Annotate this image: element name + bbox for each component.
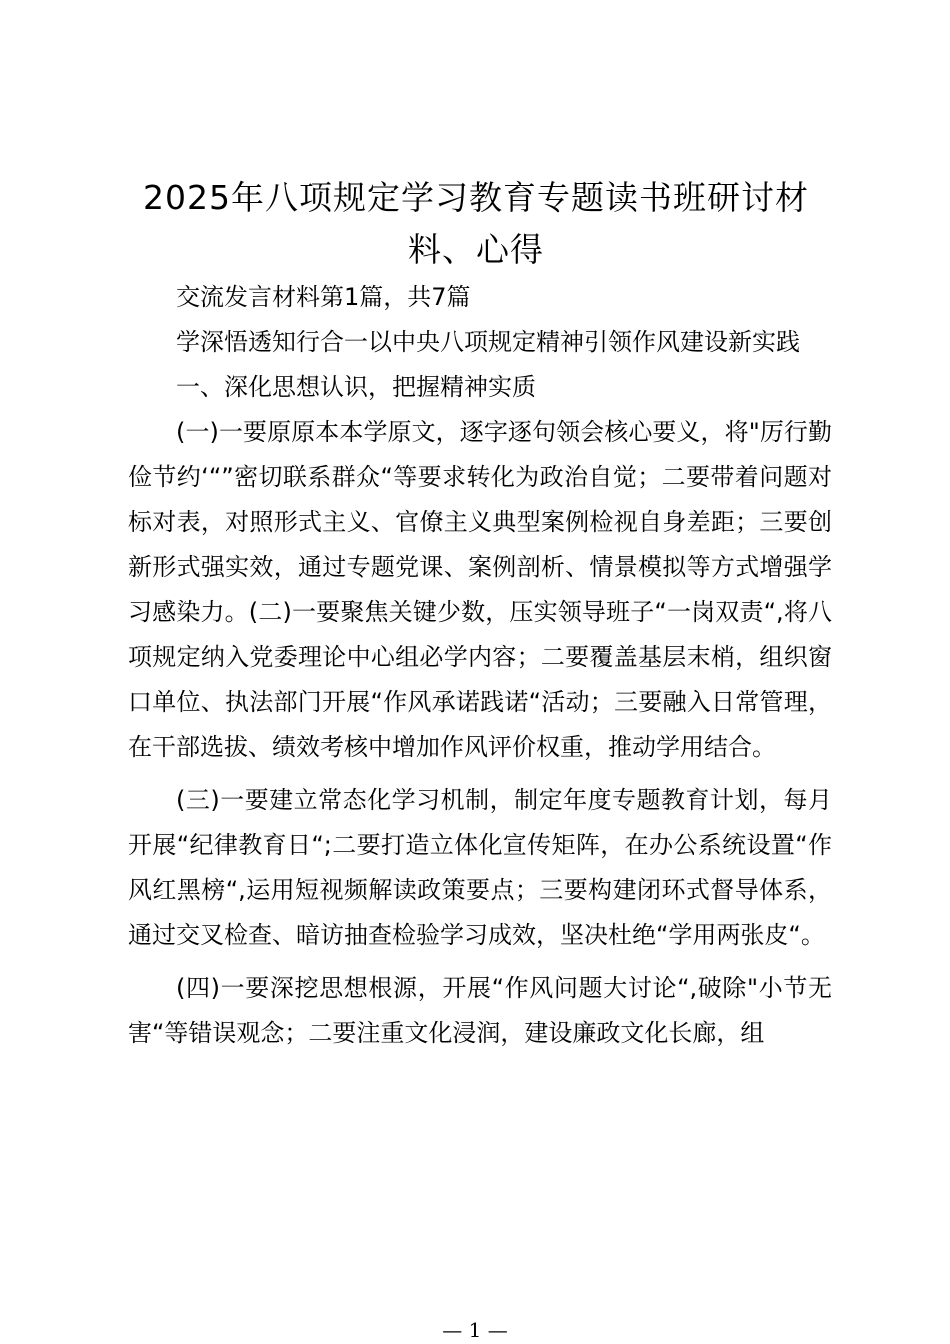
section-heading: 一、深化思想认识，把握精神实质 [176, 373, 536, 401]
paragraph-subtitle: 学深悟透知行合一以中央八项规定精神引领作风建设新实践 [176, 328, 800, 356]
paragraph-3: (三)一要建立常态化学习机制，制定年度专题教育计划，每月开展“纪律教育日“;二要打造立体化宣传矩阵，在办公系统设置“作风红黑榜“,运用短视频解读政策要点；三要构建闭环式督导体系，通过交叉检查、暗访抽查检验学习成效，坚决杜绝“学用两张皮“。 [128, 786, 832, 949]
document-title: 2025年八项规定学习教育专题读书班研讨材料、心得 [143, 178, 809, 269]
paragraph-series-info: 交流发言材料第1篇，共7篇 [176, 283, 471, 311]
document-body [128, 275, 832, 1056]
paragraph-4: (四)一要深挖思想根源，开展“作风问题大讨论“,破除"小节无害“等错误观念；二要注重文化浸润，建设廉政文化长廊，组 [128, 974, 832, 1047]
page-number: — 1 — [442, 1318, 508, 1342]
paragraph-1-2: (一)一要原原本本学原文，逐字逐句领会核心要义，将"厉行勤俭节约‘“”密切联系群众“等要求转化为政治自觉；二要带着问题对标对表，对照形式主义、官僚主义典型案例检视自身差距；三要创新形式强实效，通过专题党课、案例剖析、情景模拟等方式增强学习感染力。(二)一要聚焦关键少数，压实领导班子“一岗双责“,将八项规定纳入党委理论中心组必学内容；二要覆盖基层末梢，组织窗口单位、执法部门开展“作风承诺践诺“活动；三要融入日常管理，在干部选拔、绩效考核中增加作风评价权重，推动学用结合。 [128, 418, 832, 761]
